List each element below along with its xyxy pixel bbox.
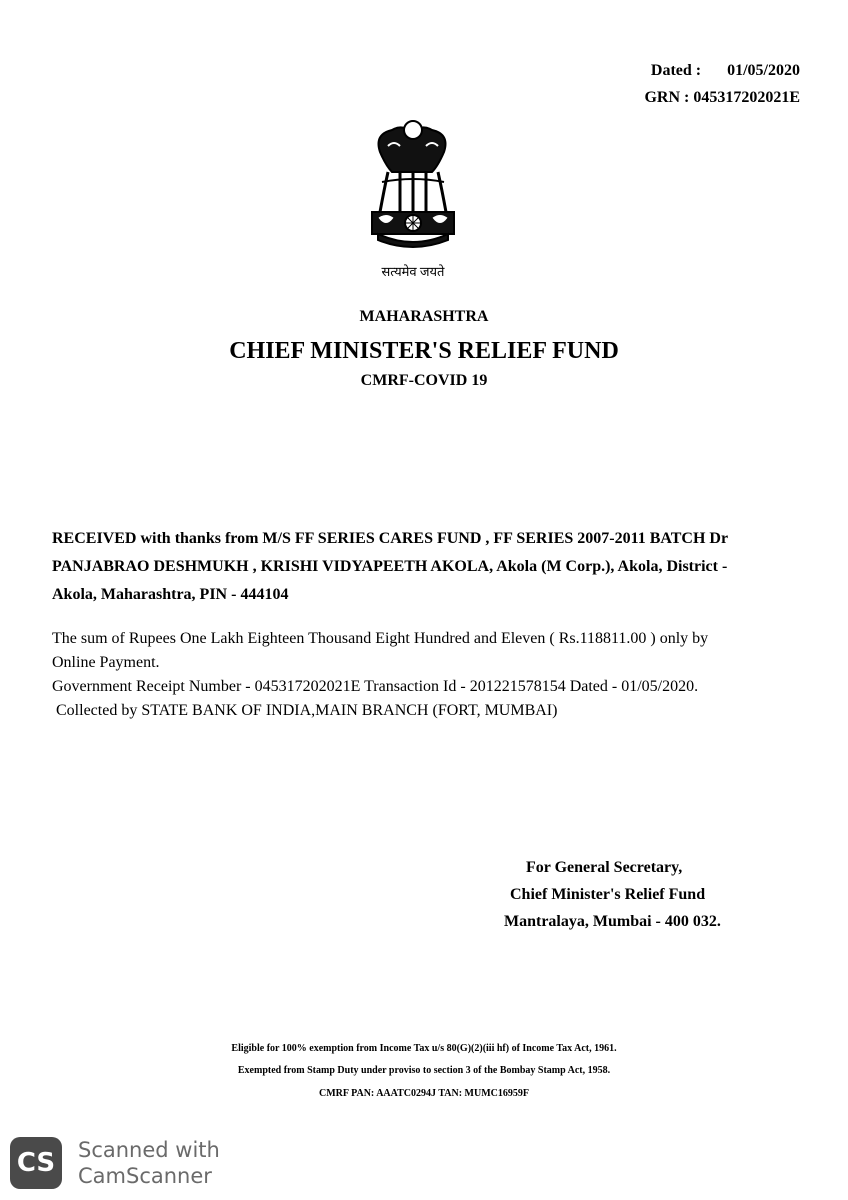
- received-line: Akola, Maharashtra, PIN - 444104: [52, 586, 289, 603]
- grn-label: GRN :: [644, 89, 690, 106]
- footer-stamp-note: Exempted from Stamp Duty under proviso to section 3 of the Bombay Stamp Act, 1958.: [237, 1065, 611, 1076]
- signature-line-2: Chief Minister's Relief Fund: [510, 886, 706, 903]
- camscanner-logo-icon: [10, 1137, 62, 1189]
- grn-value: 045317202021E: [693, 89, 800, 106]
- dated-line: [560, 62, 800, 80]
- payment-line: The sum of Rupees One Lakh Eighteen Thousand Eight Hundred and Eleven ( Rs.118811.00 ) only by: [52, 630, 709, 647]
- camscanner-badge-text: CS: [16, 1148, 56, 1178]
- payment-line: Online Payment.: [52, 654, 160, 671]
- state-title: MAHARASHTRA: [359, 308, 489, 325]
- state-emblem-icon: [358, 112, 468, 260]
- fund-title: CHIEF MINISTER'S RELIEF FUND: [229, 338, 619, 364]
- payment-line: Government Receipt Number - 045317202021E Transaction Id - 201221578154 Dated - 01/05/2020.: [52, 678, 699, 695]
- dated-value: 01/05/2020: [727, 62, 800, 79]
- payment-line: Collected by STATE BANK OF INDIA,MAIN BRANCH (FORT, MUMBAI): [56, 702, 558, 719]
- signature-line-1: For General Secretary,: [526, 859, 683, 876]
- watermark-line-2: CamScanner: [78, 1164, 212, 1188]
- payment-paragraph: [52, 627, 792, 723]
- signature-line-3: Mantralaya, Mumbai - 400 032.: [504, 913, 721, 930]
- footer-tax-note: Eligible for 100% exemption from Income Tax u/s 80(G)(2)(iii hf) of Income Tax Act, 1961.: [231, 1043, 617, 1054]
- dated-label: Dated :: [650, 62, 702, 79]
- fund-subtitle: CMRF-COVID 19: [360, 372, 488, 389]
- grn-line: [560, 89, 800, 107]
- watermark-line-1: Scanned with: [78, 1138, 220, 1162]
- received-line: RECEIVED with thanks from M/S FF SERIES CARES FUND , FF SERIES 2007-2011 BATCH Dr: [52, 530, 729, 547]
- received-paragraph: [52, 527, 792, 607]
- received-line: PANJABRAO DESHMUKH , KRISHI VIDYAPEETH AKOLA, Akola (M Corp.), Akola, District -: [52, 558, 728, 575]
- footer-pan-tan: CMRF PAN: AAATC0294J TAN: MUMC16959F: [319, 1088, 529, 1099]
- emblem-motto: सत्यमेव जयते: [381, 264, 445, 279]
